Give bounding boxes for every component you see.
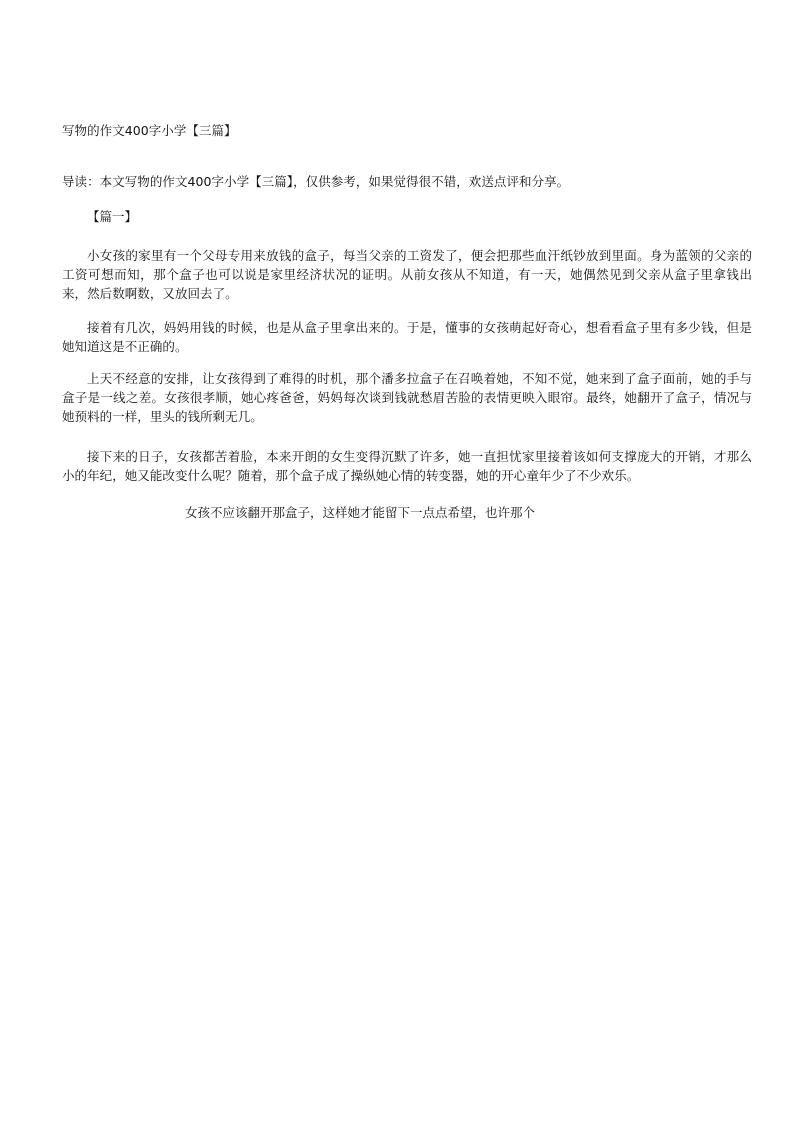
trailing-line: 女孩不应该翻开那盒子，这样她才能留下一点点希望，也许那个: [185, 505, 536, 520]
document-title: 写物的作文400字小学【三篇】: [62, 123, 237, 138]
paragraph-3: 上天不经意的安排，让女孩得到了难得的时机，那个潘多拉盒子在召唤着她，不知不觉，她来到了盒子面前，她的手与盒子是一线之差。女孩很孝顺，她心疼爸爸，妈妈每次谈到钱就愁眉苦脸的表情更映入眼帘。最终，她翻开了盒子，情况与她预料的一样，里头的钱所剩无几。: [62, 371, 752, 424]
paragraph-4: 接下来的日子，女孩都苦着脸，本来开朗的女生变得沉默了许多，她一直担忧家里接着该如何支撑庞大的开销，才那么小的年纪，她又能改变什么呢？随着，那个盒子成了操纵她心情的转变器，她的开心童年少了不少欢乐。: [62, 449, 752, 483]
document-intro: 导读：本文写物的作文400字小学【三篇】，仅供参考，如果觉得很不错，欢送点评和分享。: [62, 174, 570, 189]
paragraph-2: 接着有几次，妈妈用钱的时候，也是从盒子里拿出来的。于是，懂事的女孩萌起好奇心，想看看盒子里有多少钱，但是她知道这是不正确的。: [62, 320, 752, 354]
section-heading: 【篇一】: [87, 209, 138, 224]
paragraph-1: 小女孩的家里有一个父母专用来放钱的盒子，每当父亲的工资发了，便会把那些血汗纸钞放到里面。身为蓝领的父亲的工资可想而知，那个盒子也可以说是家里经济状况的证明。从前女孩从不知道，有一天，她偶然见到父亲从盒子里拿钱出来，然后数啊数，又放回去了。: [62, 248, 752, 301]
